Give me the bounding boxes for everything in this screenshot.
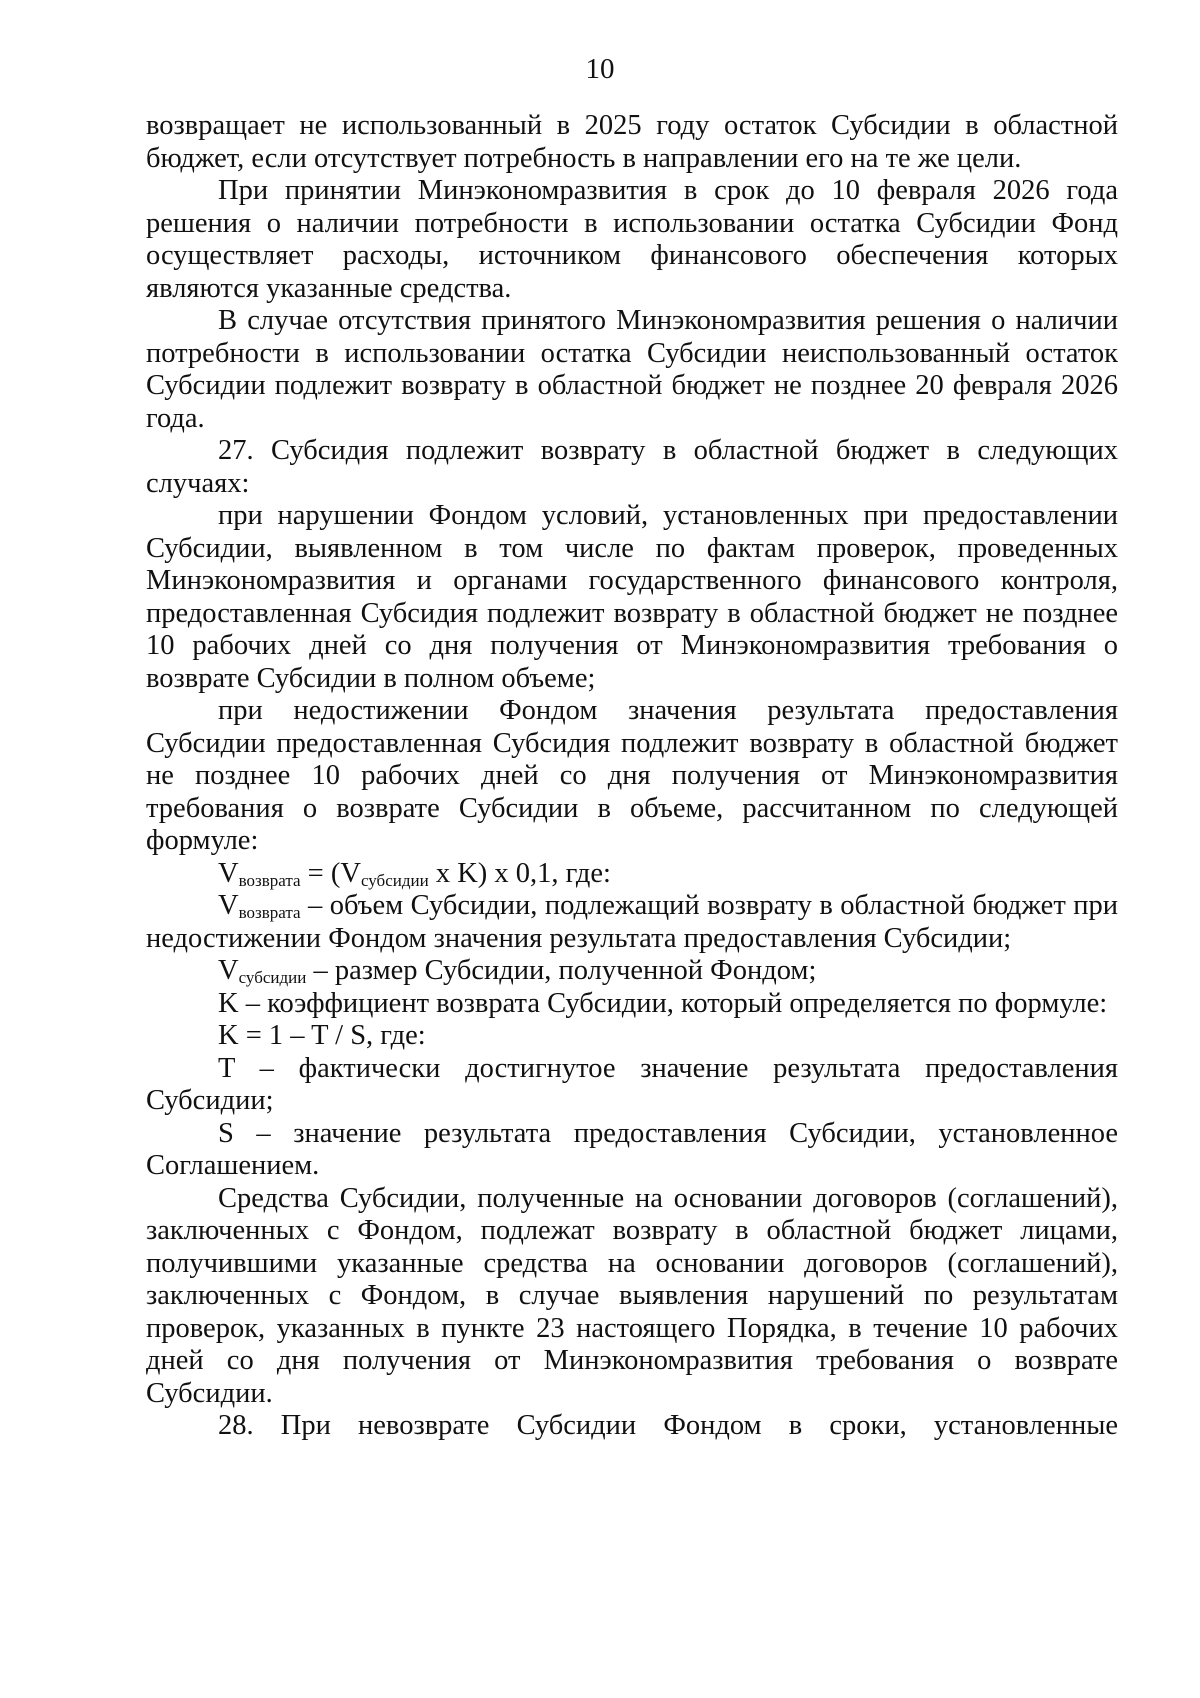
formula-middle-subscript: субсидии bbox=[360, 870, 429, 890]
paragraph: Средства Субсидии, полученные на основании договоров (соглашений), заключенных с Фондом, подлежат возврату в областной бюджет лицами, получившими указанные средства на основании договоров (соглашений), заключенных с Фондом, в случае выявления нарушений по результатам проверок, указанных в пункте 23 настоящего Порядка, в течение 10 рабочих дней со дня получения от Минэкономразвития требования о возврате Субсидии. bbox=[146, 1182, 1118, 1409]
paragraph-item-28: 28. При невозврате Субсидии Фондом в сроки, установленные bbox=[218, 1410, 1118, 1441]
paragraph-continuation: возвращает не использованный в 2025 году остаток Субсидии в областной бюджет, если отсутствует потребность в направлении его на те же цели. bbox=[146, 110, 1118, 174]
definition-v-subsidy bbox=[146, 955, 1118, 988]
formula-middle: = (V bbox=[300, 857, 361, 889]
formula-lhs: V bbox=[218, 857, 239, 889]
definition-subscript: возврата bbox=[238, 903, 301, 922]
formula-rest: x K) x 0,1, где: bbox=[428, 857, 611, 889]
definition-symbol: V bbox=[218, 890, 239, 921]
return-volume-formula bbox=[146, 858, 1118, 891]
formula-lhs-subscript: возврата bbox=[238, 870, 301, 890]
definition-text: – размер Субсидии, полученной Фондом; bbox=[306, 955, 817, 986]
definition-s: S – значение результата предоставления Субсидии, установленное Соглашением. bbox=[146, 1117, 1118, 1181]
coefficient-formula: K = 1 – T / S, где: bbox=[218, 1020, 426, 1051]
paragraph: При принятии Минэкономразвития в срок до 10 февраля 2026 года решения о наличии потребности в использовании остатка Субсидии Фонд осуществляет расходы, источником финансового обеспечения которых являются указанные средства. bbox=[146, 175, 1118, 304]
paragraph: при недостижении Фондом значения результата предоставления Субсидии предоставленная Субсидия подлежит возврату в областной бюджет не позднее 10 рабочих дней со дня получения от Минэкономразвития требования о возврате Субсидии в объеме, рассчитанном по следующей формуле: bbox=[146, 695, 1118, 856]
definition-v-return bbox=[146, 890, 1118, 955]
definition-k bbox=[146, 988, 1118, 1021]
definition-subscript: субсидии bbox=[238, 968, 307, 987]
paragraph: при нарушении Фондом условий, установленных при предоставлении Субсидии, выявленном в том числе по фактам проверок, проведенных Минэкономразвития и органами государственного финансового контроля, предоставленная Субсидия подлежит возврату в областной бюджет не позднее 10 рабочих дней со дня получения от Минэкономразвития требования о возврате Субсидии в полном объеме; bbox=[146, 500, 1118, 694]
paragraph-item-27: 27. Субсидия подлежит возврату в областной бюджет в следующих случаях: bbox=[146, 435, 1118, 499]
definition-text: K – коэффициент возврата Субсидии, который определяется по формуле: bbox=[218, 987, 1108, 1019]
page-number: 10 bbox=[585, 53, 615, 85]
document-body bbox=[146, 110, 1118, 1443]
definition-symbol: V bbox=[218, 955, 239, 986]
paragraph: В случае отсутствия принятого Минэкономразвития решения о наличии потребности в использовании остатка Субсидии неиспользованный остаток Субсидии подлежит возврату в областной бюджет не позднее 20 февраля 2026 года. bbox=[146, 305, 1118, 434]
definition-text: – объем Субсидии, подлежащий возврату в областной бюджет при недостижении Фондом значения результата предоставления Субсидии; bbox=[146, 890, 1118, 954]
definition-t: T – фактически достигнутое значение результата предоставления Субсидии; bbox=[146, 1052, 1118, 1116]
